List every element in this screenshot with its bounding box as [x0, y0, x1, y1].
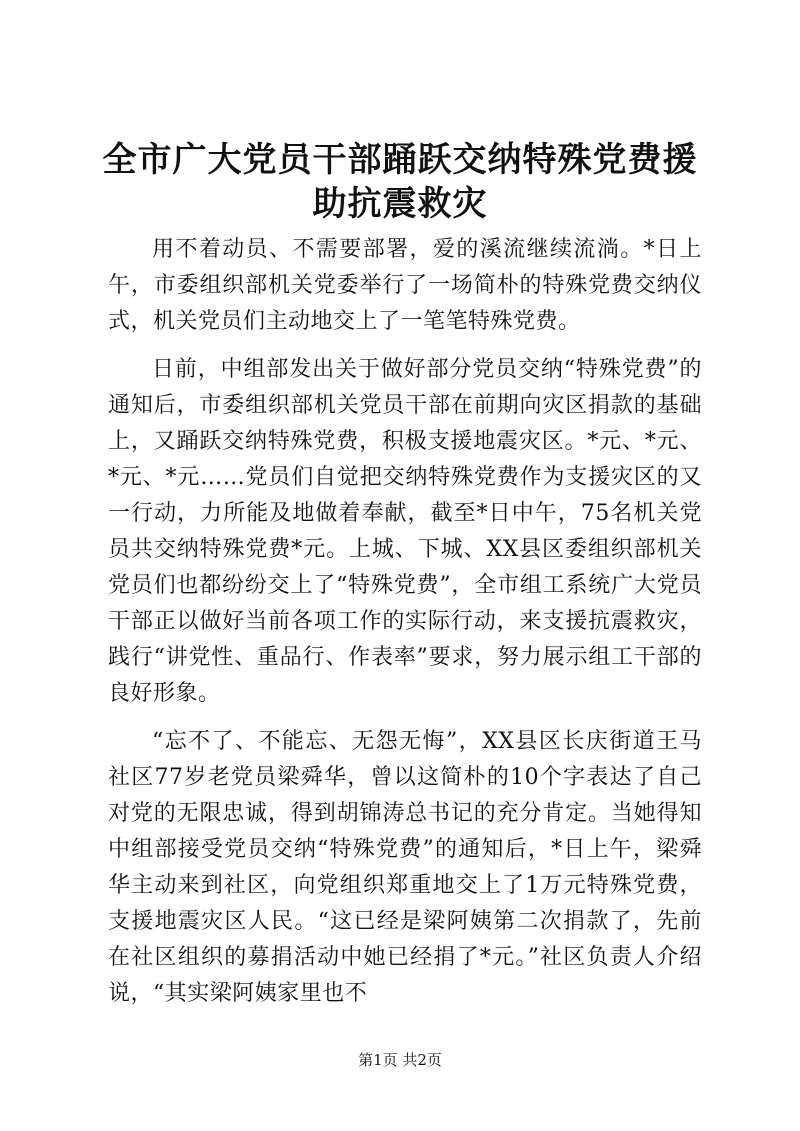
document-title: 全市广大党员干部踊跃交纳特殊党费援助抗震救灾: [102, 140, 698, 224]
paragraph-3: “忘不了、不能忘、无怨无悔”，XX县区长庆街道王马社区77岁老党员梁舜华，曾以这简朴的10个字表达了自己对党的无限忠诚，得到胡锦涛总书记的充分肯定。当她得知中组部接受党员交纳“特殊党费”的通知后，*日上午，梁舜华主动来到社区，向党组织郑重地交上了1万元特殊党费，支援地震灾区人民。“这已经是梁阿姨第二次捐款了，先前在社区组织的募捐活动中她已经捐了*元。”社区负责人介绍说，“其实梁阿姨家里也不: [108, 729, 702, 1006]
document-body: [108, 232, 702, 1024]
paragraph-2: 日前，中组部发出关于做好部分党员交纳“特殊党费”的通知后，市委组织部机关党员干部在前期向灾区捐款的基础上，又踊跃交纳特殊党费，积极支援地震灾区。*元、*元、*元、*元……党员们自觉把交纳特殊党费作为支援灾区的又一行动，力所能及地做着奉献，截至*日中午，75名机关党员共交纳特殊党费*元。上城、下城、XX县区委组织部机关党员们也都纷纷交上了“特殊党费”，全市组工系统广大党员干部正以做好当前各项工作的实际行动，来支援抗震救灾，践行“讲党性、重品行、作表率”要求，努力展示组工干部的良好形象。: [108, 357, 702, 706]
paragraph-1: 用不着动员、不需要部署，爱的溪流继续流淌。*日上午，市委组织部机关党委举行了一场简朴的特殊党费交纳仪式，机关党员们主动地交上了一笔笔特殊党费。: [108, 237, 702, 334]
page-number-footer: 第1页 共2页: [358, 1051, 442, 1069]
